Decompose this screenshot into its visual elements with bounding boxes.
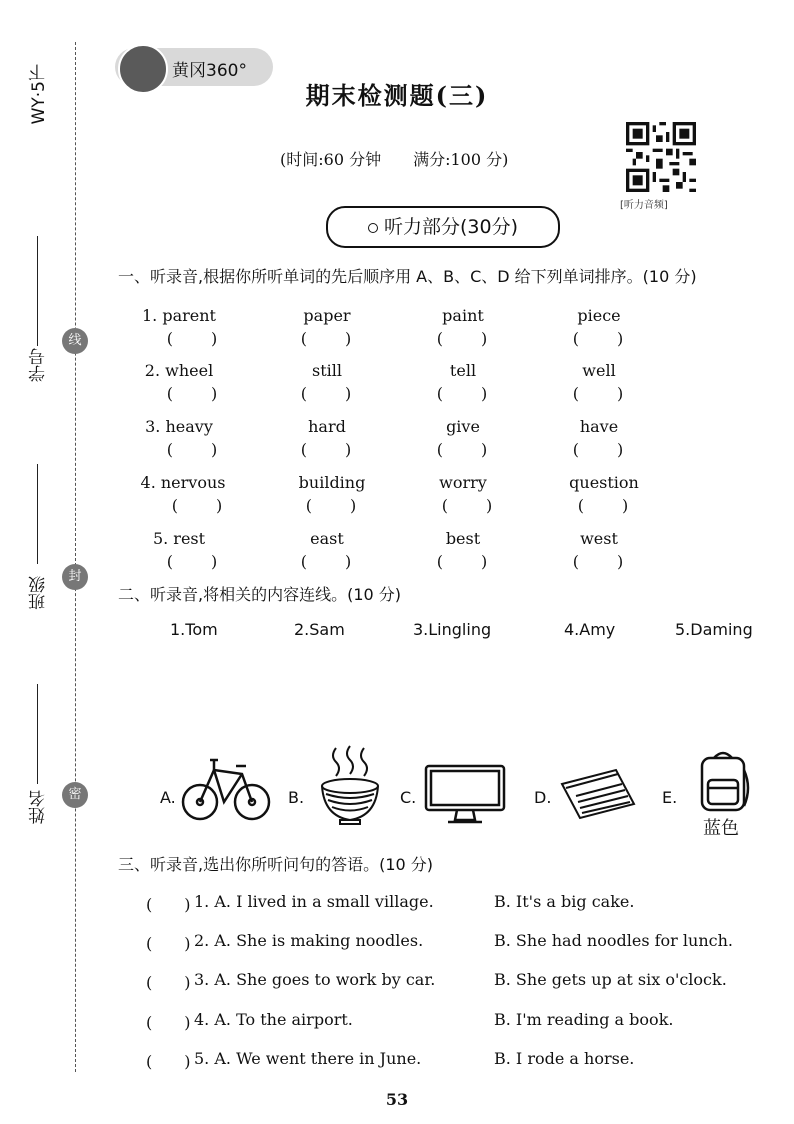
answer-blank[interactable]: ( )	[572, 329, 626, 348]
grade-label: WY·5下	[29, 64, 49, 125]
word-item: tell	[449, 361, 477, 380]
word-item: 3. heavy	[145, 417, 213, 436]
word-item: paint	[442, 306, 484, 325]
answer-blank[interactable]: ( )	[300, 329, 354, 348]
word-item: well	[582, 361, 616, 380]
answer-blank[interactable]: ( )	[166, 552, 220, 571]
answer-blank[interactable]: ( )	[300, 384, 354, 403]
monitor-icon[interactable]	[424, 764, 506, 826]
match-name[interactable]: 2.Sam	[294, 620, 345, 639]
page-title: 期末检测题(三)	[305, 81, 489, 110]
answer-blank[interactable]: ( )	[300, 552, 354, 571]
option-b: B. It's a big cake.	[494, 892, 635, 911]
word-item: paper	[303, 306, 351, 325]
listening-banner	[326, 206, 560, 248]
exam-info: (时间:60 分钟 满分:100 分)	[280, 150, 509, 169]
backpack-icon[interactable]	[692, 748, 754, 814]
picture-letter: A.	[160, 788, 176, 807]
qr-caption: [听力音频]	[620, 200, 668, 211]
answer-blank[interactable]: ( )	[166, 384, 220, 403]
word-item: have	[579, 417, 619, 436]
word-item: building	[298, 473, 366, 492]
word-item: best	[445, 529, 481, 548]
option-b: B. I'm reading a book.	[494, 1010, 674, 1029]
picture-letter: C.	[400, 788, 417, 807]
word-item: west	[580, 529, 618, 548]
word-item: 4. nervous	[140, 473, 226, 492]
binding-line	[75, 42, 76, 1072]
word-item: east	[310, 529, 344, 548]
word-item: worry	[439, 473, 487, 492]
answer-blank[interactable]: ( )	[577, 496, 631, 515]
section1-heading: 一、听录音,根据你所听单词的先后顺序用 A、B、C、D 给下列单词排序。(10 分)	[118, 267, 697, 286]
word-item: hard	[308, 417, 346, 436]
answer-blank[interactable]: ( )	[441, 496, 495, 515]
picture-letter: D.	[534, 788, 552, 807]
banner-dot-icon	[368, 223, 378, 233]
answer-paren[interactable]: ( )	[146, 1013, 191, 1032]
brand-text: 黄冈360°	[172, 61, 247, 81]
newspaper-icon[interactable]	[558, 766, 638, 822]
student-id-label: 学号	[29, 348, 49, 382]
option-a: 2. A. She is making noodles.	[194, 931, 424, 950]
match-name[interactable]: 1.Tom	[170, 620, 218, 639]
word-item: piece	[577, 306, 621, 325]
answer-blank[interactable]: ( )	[572, 384, 626, 403]
option-a: 4. A. To the airport.	[194, 1010, 353, 1029]
option-b: B. She gets up at six o'clock.	[494, 970, 727, 989]
word-item: still	[312, 361, 342, 380]
answer-blank[interactable]: ( )	[436, 552, 490, 571]
seal-mark-line: 线	[62, 328, 88, 354]
picture-letter: B.	[288, 788, 305, 807]
option-a: 1. A. I lived in a small village.	[194, 892, 434, 911]
class-label: 班级	[29, 576, 49, 610]
banner-label: 听力部分(30分)	[383, 216, 518, 238]
seal-mark-seal: 封	[62, 564, 88, 590]
answer-blank[interactable]: ( )	[572, 440, 626, 459]
word-item: 1. parent	[142, 306, 216, 325]
name-line	[37, 684, 38, 784]
word-item: give	[446, 417, 480, 436]
answer-paren[interactable]: ( )	[146, 934, 191, 953]
section2-heading: 二、听录音,将相关的内容连线。(10 分)	[118, 585, 402, 604]
backpack-color-caption: 蓝色	[703, 818, 739, 839]
word-item: question	[569, 473, 639, 492]
answer-paren[interactable]: ( )	[146, 973, 191, 992]
class-line	[37, 464, 38, 564]
noodles-bowl-icon[interactable]	[318, 742, 382, 828]
answer-blank[interactable]: ( )	[436, 329, 490, 348]
option-a: 3. A. She goes to work by car.	[194, 970, 436, 989]
option-b: B. I rode a horse.	[494, 1049, 635, 1068]
answer-blank[interactable]: ( )	[171, 496, 225, 515]
bicycle-icon[interactable]	[180, 748, 272, 824]
answer-blank[interactable]: ( )	[436, 440, 490, 459]
match-name[interactable]: 5.Daming	[675, 620, 753, 639]
word-item: 2. wheel	[144, 361, 214, 380]
answer-paren[interactable]: ( )	[146, 1052, 191, 1071]
name-label: 姓名	[29, 790, 49, 824]
answer-blank[interactable]: ( )	[300, 440, 354, 459]
option-b: B. She had noodles for lunch.	[494, 931, 733, 950]
answer-blank[interactable]: ( )	[166, 440, 220, 459]
seal-mark-secret: 密	[62, 782, 88, 808]
option-a: 5. A. We went there in June.	[194, 1049, 422, 1068]
answer-blank[interactable]: ( )	[436, 384, 490, 403]
word-item: 5. rest	[152, 529, 206, 548]
student-id-line	[37, 236, 38, 346]
answer-blank[interactable]: ( )	[572, 552, 626, 571]
qr-code-icon[interactable]	[626, 122, 696, 192]
picture-letter: E.	[662, 788, 678, 807]
page-number: 53	[385, 1090, 409, 1109]
answer-paren[interactable]: ( )	[146, 895, 191, 914]
answer-blank[interactable]: ( )	[166, 329, 220, 348]
match-name[interactable]: 4.Amy	[564, 620, 616, 639]
match-name[interactable]: 3.Lingling	[413, 620, 492, 639]
section3-heading: 三、听录音,选出你所听问句的答语。(10 分)	[118, 855, 434, 874]
answer-blank[interactable]: ( )	[305, 496, 359, 515]
